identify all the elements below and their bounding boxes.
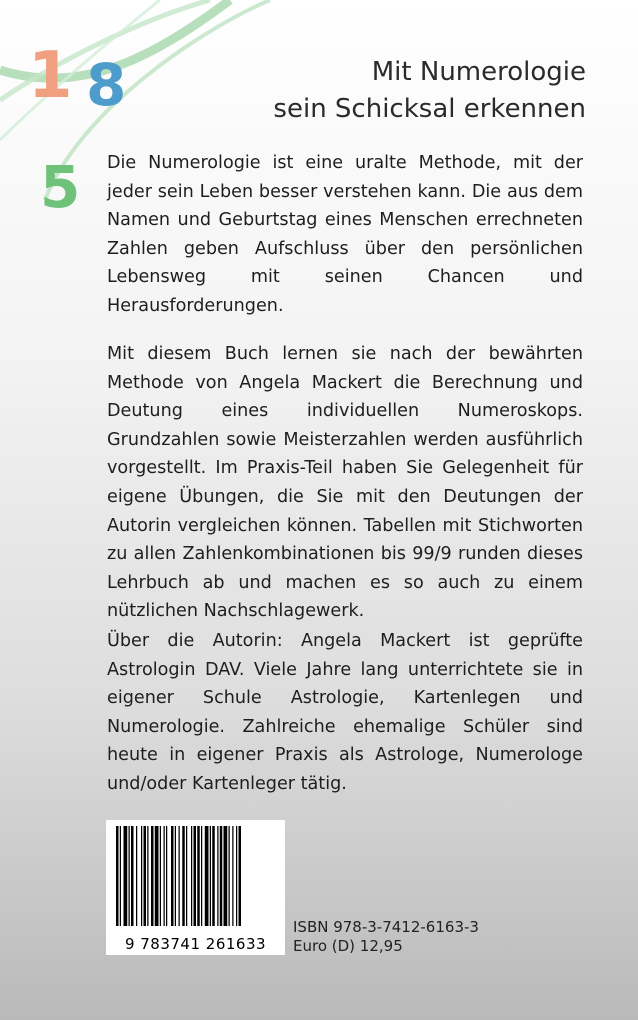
barcode-bar [147,826,148,926]
digit-five: 5 [40,153,81,221]
barcode-bar [179,826,180,926]
isbn-label: ISBN 978-3-7412-6163-3 [293,918,479,936]
author-paragraph [107,627,583,799]
digit-eight: 8 [86,51,127,119]
barcode-bar [194,826,197,926]
barcode-bar [229,826,230,926]
barcode-bar [217,826,218,926]
barcode-number: 9 783741 261633 [124,935,267,953]
barcode-bar [232,826,233,926]
barcode-bar [220,826,223,926]
barcode-bar [205,826,209,926]
barcode-bar [175,826,176,926]
barcode-bar [166,826,167,926]
barcode-bar [236,826,237,926]
barcode-bar [239,826,242,926]
content-paragraph [107,340,583,626]
barcode-bar [129,826,130,926]
title-line-1: Mit Numerologie [371,57,586,87]
book-title [273,54,586,128]
price-label: Euro (D) 12,95 [293,937,403,955]
intro-paragraph [107,149,583,321]
barcode-bar [136,826,137,926]
barcode-bar [210,826,211,926]
barcode-bar [116,826,119,926]
barcode-bar [144,826,147,926]
barcode-bar [171,826,174,926]
barcode-bar [182,826,185,926]
author-text: Über die Autorin: Angela Mackert ist geprüfte Astrologin DAV. Viele Jahre lang unterrichtete sie in eigener Schule Astrologie, Kartenlegen und Numerologie. Zahlreiche ehemalige Schüler sind heute in eigener Praxis als Astrologe, Numerologe und/oder Kartenleger tätig. [107,631,583,794]
barcode-bar [201,826,202,926]
barcode-bar [191,826,192,926]
barcode-bar [212,826,215,926]
barcode-bar [151,826,154,926]
title-line-2: sein Schicksal erkennen [273,94,586,124]
intro-text: Die Numerologie ist eine uralte Methode, mit der jeder sein Leben besser verstehen kann. Die aus dem Namen und Geburtstag eines Menschen errechneten Zahlen geben Aufschluss über den persönlichen Lebensweg mit seinen Chancen und Herausforderungen. [107,153,583,316]
barcode-bar [141,826,142,926]
barcode-bar [160,826,161,926]
barcode-bar [120,826,121,926]
barcode-bar [131,826,134,926]
barcode-bars [106,820,285,932]
barcode-bar [155,826,159,926]
barcode-bar [197,826,200,926]
barcode-bar [186,826,187,926]
barcode-bar [164,826,165,926]
barcode-bar [124,826,128,926]
digit-one: 1 [28,39,73,113]
barcode [106,820,285,955]
content-text: Mit diesem Buch lernen sie nach der bewährten Methode von Angela Mackert die Berechnung und Deutung eines individuellen Numeroskops. Grundzahlen sowie Meisterzahlen werden ausführlich vorgestellt. Im Praxis-Teil haben Sie Gelegenheit für eigene Übungen, die Sie mit den Deutungen der Autorin vergleichen können. Tabellen mit Stichworten zu allen Zahlenkombinationen bis 99/9 runden dieses Lehrbuch ab und machen es so auch zu einem nützlichen Nachschlagewerk. [107,344,583,622]
barcode-bar [224,826,228,926]
